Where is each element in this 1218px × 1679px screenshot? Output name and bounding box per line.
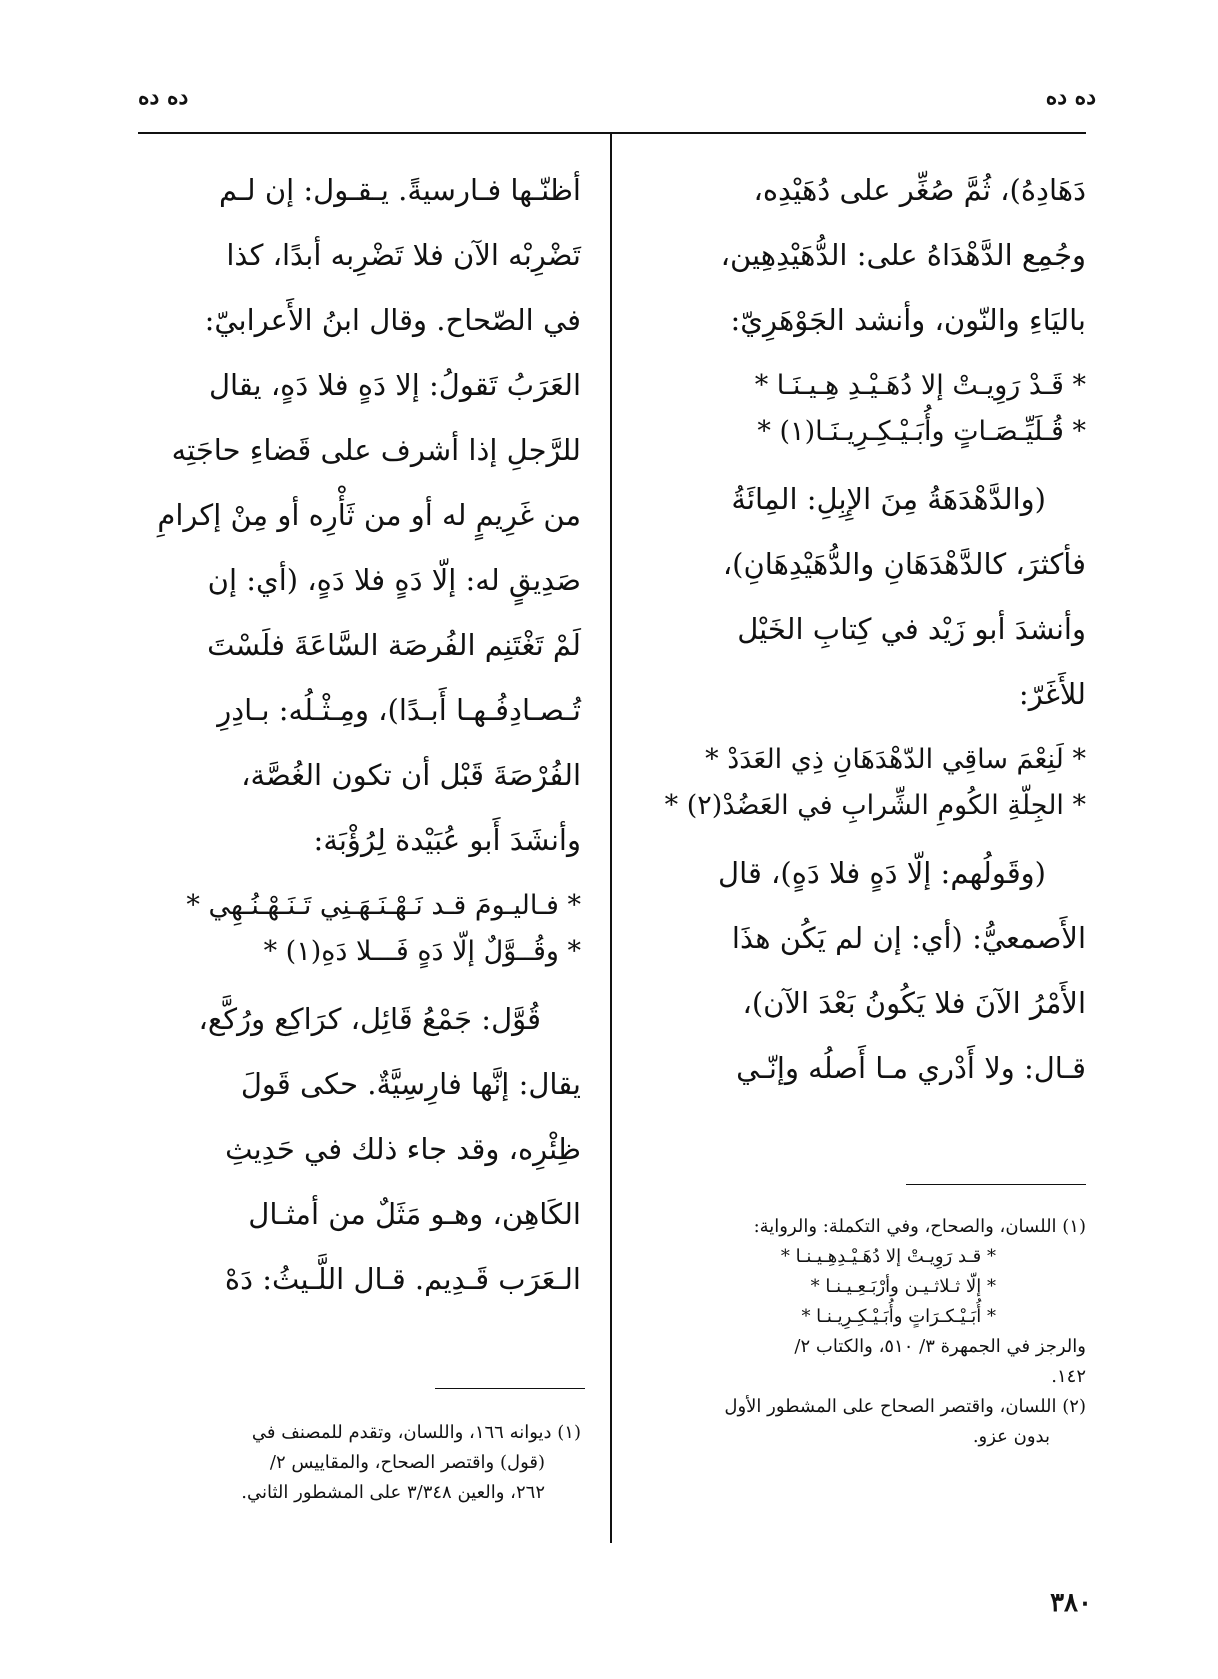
footnote-line: ٢٦٢، والعين ٣/٣٤٨ على المشطور الثاني. [241, 1482, 545, 1503]
text-line: دَهَادِهُ)، ثُمَّ صُغِّر على دُهَيْدِه، [753, 173, 1086, 207]
verse-line: * لَنِعْمَ ساقِي الدّهْدَهَانِ ذِي العَدَدْ * [705, 744, 1086, 775]
verse-block [636, 363, 1086, 455]
footnotes-right [636, 1212, 1086, 1452]
text-line: الـعَرَب قَـدِيم. قـال اللَّـيثُ: دَهْ [224, 1262, 581, 1296]
text-line: قـال: ولا أَدْري مـا أَصلُه وإنّـي [736, 1051, 1086, 1085]
verse-line: * قُـلَيِّـصَـاتٍ وأُبَـيْـكِـرِيـنَـا(١) * [757, 416, 1086, 447]
text-line: للأَغَرّ: [1018, 677, 1086, 711]
text-line: ظِئْرِه، وقد جاء ذلك في حَدِيثِ [225, 1132, 581, 1166]
text-line: (وقَولُهم: إلّا دَهٍ فلا دَهٍ)، قال [718, 856, 1046, 890]
header-rule [138, 132, 1086, 134]
text-line: فأكثرَ، كالدَّهْدَهَانِ والدُّهَيْدِهَانِ)، [722, 547, 1086, 581]
text-line: للرَّجلِ إذا أشرف على قَضاءِ حاجَتِه [171, 433, 581, 467]
footnote-line: بدون عزو. [972, 1426, 1050, 1447]
text-line: أظنّـها فـارسيةً. يـقـول: إن لـم [218, 173, 581, 207]
text-line: الكَاهِن، وهـو مَثَلٌ من أمثـال [248, 1197, 581, 1231]
text-line: صَدِيقٍ له: إلّا دَهٍ فلا دَهٍ، (أي: إن [207, 563, 581, 597]
footnote-1: (١) اللسان، والصحاح، وفي التكملة: والرواية: [753, 1216, 1086, 1237]
text-line: الأَصمعيُّ: (أي: إن لم يَكُن هذَا [731, 921, 1086, 955]
text-line: باليَاءِ والنّون، وأنشد الجَوْهَرِيّ: [730, 303, 1086, 337]
left-column [138, 158, 581, 1312]
text-line: العَرَبُ تَقولُ: إلا دَهٍ فلا دَهٍ، يقال [208, 368, 581, 402]
footnote-line: (قول) واقتصر الصحاح، والمقاييس ٢/ [269, 1452, 545, 1473]
text-line: في الصّحاح. وقال ابنُ الأَعرابيّ: [204, 303, 581, 337]
footnote-verse: * أُبَـيْـكـرَاتٍ وأُبَـيْـكِـرِيـنـا * [801, 1306, 996, 1327]
text-line: (والدَّهْدَهَةُ مِنَ الإِبِلِ: المِائَةُ [731, 482, 1046, 516]
text-line: الفُرْصَةَ قَبْل أن تكون الغُصَّة، [241, 758, 581, 792]
verse-block [138, 883, 581, 975]
running-head-right: ده ده [1045, 84, 1096, 110]
footnote-rule-right [906, 1184, 1086, 1185]
text-line: تَضْرِبْه الآن فلا تَضْرِبه أبدًا، كذا [226, 238, 581, 272]
page-number: ٣٨٠ [1050, 1588, 1092, 1618]
text-line: يقال: إنَّها فارِسِيَّةٌ. حكى قَولَ [240, 1067, 581, 1101]
text-line: من غَرِيمٍ له أو من ثَأْرِه أو مِنْ إكرامِ [157, 498, 581, 532]
right-column [636, 158, 1086, 1101]
text-line: الأَمْرُ الآنَ فلا يَكُونُ بَعْدَ الآن)، [742, 986, 1086, 1020]
footnote-rule-left [435, 1388, 585, 1389]
footnote-line: والرجز في الجمهرة ٣/ ٥١٠، والكتاب ٢/ [794, 1336, 1086, 1357]
footnote-verse: * إلّا ثـلاثـيـن وأرْبَـعِـيـنـا * [810, 1276, 996, 1297]
text-line: لَمْ تَغْتَنِم الفُرصَة السَّاعَةَ فلَسْتَ [207, 628, 581, 662]
footnote-1: (١) ديوانه ١٦٦، واللسان، وتقدم للمصنف في [251, 1422, 581, 1443]
footnotes-left [138, 1418, 581, 1508]
verse-line: * الجِلّةِ الكُومِ الشِّرابِ في العَضُدْ(٢) * [664, 790, 1086, 821]
text-line: وأنشدَ أبو زَيْد في كِتابِ الخَيْل [737, 612, 1086, 646]
verse-line: * وقُــوَّلٌ إلّا دَهٍ فَـــلا دَهِ(١) * [263, 936, 581, 967]
verse-line: * قَـدْ رَوِيـتْ إلا دُهَـيْـدِ هِـيـنَـا * [754, 370, 1086, 401]
text-line: قُوَّل: جَمْعُ قَائِل، كرَاكِع ورُكَّع، [198, 1002, 541, 1036]
footnote-verse: * قـد رَوِيـتْ إلا دُهَـيْـدِهِـيـنـا * [780, 1246, 996, 1267]
verse-block [636, 737, 1086, 829]
footnote-2: (٢) اللسان، واقتصر الصحاح على المشطور الأول [724, 1396, 1086, 1417]
text-line: وجُمِع الدَّهْدَاهُ على: الدُّهَيْدِهِين، [720, 238, 1086, 272]
footnote-line: ١٤٢. [1051, 1366, 1086, 1387]
text-line: تُـصـادِفُـهـا أَبـدًا)، ومِـثْـلُه: بـادِرِ [217, 693, 581, 727]
running-head-left: ده ده [138, 84, 189, 110]
column-divider [610, 133, 612, 1543]
text-line: وأنشَدَ أَبو عُبَيْدة لِرُؤْبَة: [313, 823, 581, 857]
verse-line: * فـاليـومَ قـد نَـهْـنَـهَـنِي تَـنَـهْـنُـهِي * [186, 890, 581, 921]
